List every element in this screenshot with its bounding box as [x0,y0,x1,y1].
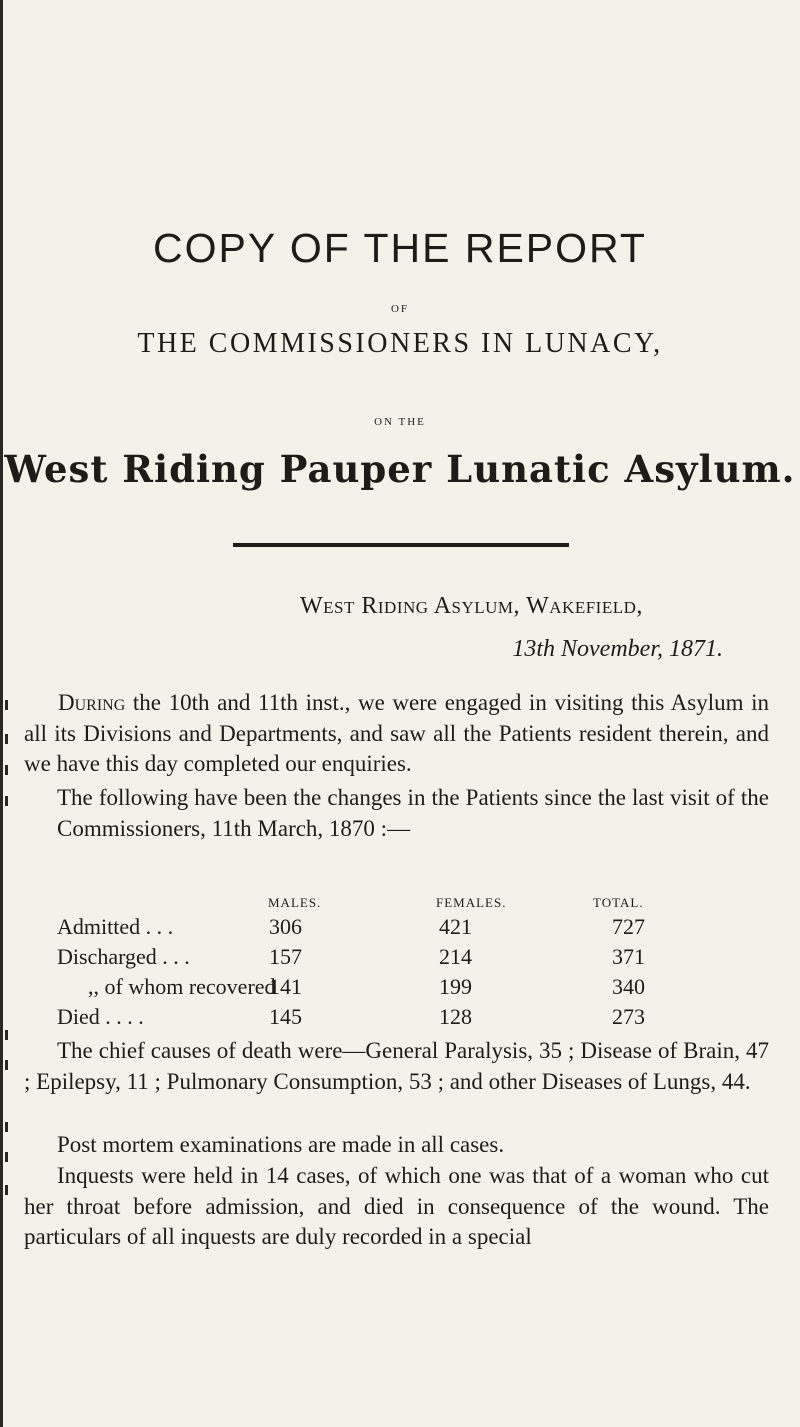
paragraph-visit-text: the 10th and 11th inst., we were engaged in visiting this Asylum in all its Divisions and Departments, and saw all the Patients resident therein, and we have this day completed our enquiries. [24,690,769,777]
cell-recovered-females: 199 [439,974,472,999]
dateline-date [512,636,723,663]
report-subtitle: THE COMMISSIONERS IN LUNACY, [137,328,663,359]
cell-admitted-total: 727 [612,914,645,939]
title-connector-on-the: ON THE [374,416,426,428]
cell-admitted-males: 306 [269,914,302,939]
paragraph-visit [24,688,769,780]
paragraph-inquests: Inquests were held in 14 cases, of which one was that of a woman who cut her throat before admission, and died in consequence of the wound. The particulars of all inquests are duly recorded in a special [24,1163,769,1250]
date-day: 13th [512,636,556,662]
cell-recovered-males: 141 [269,974,302,999]
cell-discharged-females: 214 [439,944,472,969]
cell-discharged-males: 157 [269,944,302,969]
institution-name: West Riding Pauper Lunatic Asylum. [4,447,796,491]
paragraph-causes-of-death: The chief causes of death were—General Paralysis, 35 ; Disease of Brain, 47 ; Epilepsy, 11 ; Pulmonary Consumption, 53 ; and other Diseases of Lungs, 44. [24,1038,769,1094]
paragraph-post-mortem: Post mortem examinations are made in all cases. [57,1132,505,1157]
row-label-admitted: Admitted . . . [57,914,174,939]
paragraph-changes-text: The following have been the changes in the Patients since the last visit of the Commissioners, 11th March, 1870 :— [57,785,769,841]
lead-word: During [58,690,126,715]
cell-died-total: 273 [612,1004,645,1029]
date-rest: November, 1871. [561,636,723,662]
cell-recovered-total: 340 [612,974,645,999]
row-label-discharged: Discharged . . . [57,944,190,969]
dateline-place: West Riding Asylum, Wakefield, [300,593,643,619]
report-title: COPY OF THE REPORT [153,225,647,271]
col-header-males: MALES. [268,895,322,910]
cell-admitted-females: 421 [439,914,472,939]
title-rule [233,543,569,547]
cell-died-males: 145 [269,1004,302,1029]
title-connector-of: OF [390,303,410,315]
paragraph-changes-intro [57,783,769,844]
col-header-females: FEMALES. [436,895,507,910]
cell-discharged-total: 371 [612,944,645,969]
cell-died-females: 128 [439,1004,472,1029]
page-binding-edge [0,0,3,1427]
row-label-recovered: ,, of whom recovered [88,974,276,999]
col-header-total: TOTAL. [593,895,644,910]
row-label-died: Died . . . . [57,1004,144,1029]
